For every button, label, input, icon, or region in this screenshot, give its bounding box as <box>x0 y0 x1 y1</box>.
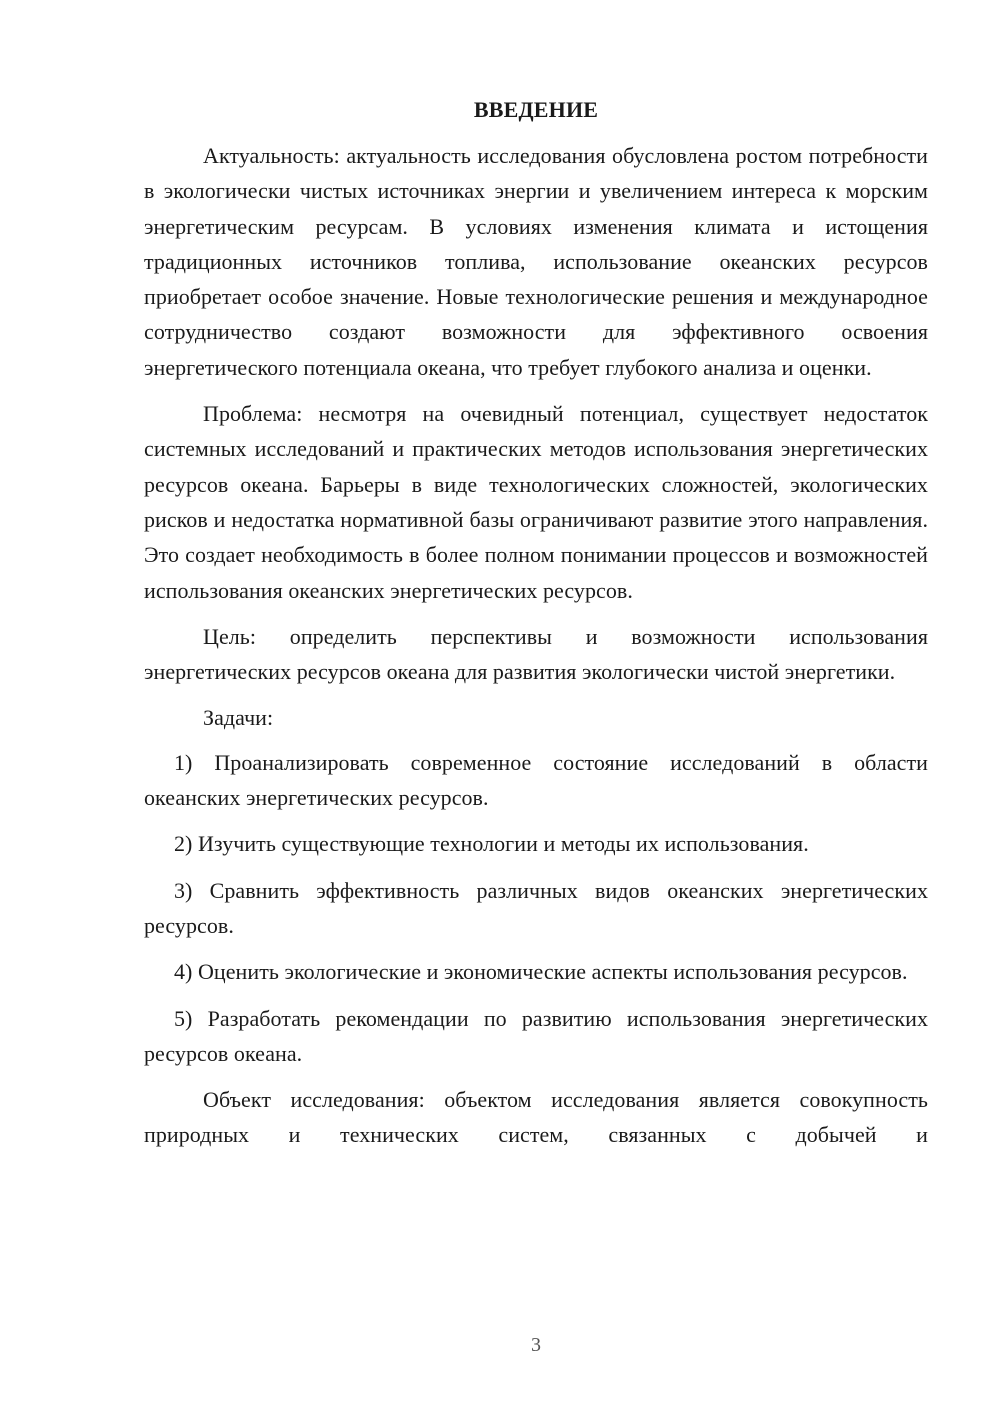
section-title: ВВЕДЕНИЕ <box>473 97 599 122</box>
task-item-3: 3) Сравнить эффективность различных видов океанских энергетических ресурсов. <box>144 877 928 938</box>
relevance-paragraph: Актуальность: актуальность исследования обусловлена ростом потребности в экологически чистых источниках энергии и увеличением интереса к морским энергетическим ресурсам. В условиях изменения климата и истощения традиционных источников топлива, использование океанских ресурсов приобретает особое значение. Новые технологические решения и международное сотрудничество создают возможности для эффективного освоения энергетического потенциала океана, что требует глубокого анализа и оценки. <box>144 143 928 380</box>
page-content <box>144 94 928 1164</box>
task-item-4: 4) Оценить экологические и экономические аспекты использования ресурсов. <box>174 959 908 985</box>
page-number: 3 <box>531 1334 541 1356</box>
task-item-2: 2) Изучить существующие технологии и методы их использования. <box>174 831 809 857</box>
problem-paragraph: Проблема: несмотря на очевидный потенциал, существует недостаток системных исследований и практических методов использования энергетических ресурсов океана. Барьеры в виде технологических сложностей, экологических рисков и недостатка нормативной базы ограничивают развитие этого направления. Это создает необходимость в более полном понимании процессов и возможностей использования океанских энергетических ресурсов. <box>144 401 928 603</box>
object-paragraph: Объект исследования: объектом исследования является совокупность природных и технических систем, связанных с добычей и <box>144 1087 928 1148</box>
goal-paragraph: Цель: определить перспективы и возможности использования энергетических ресурсов океана для развития экологически чистой энергетики. <box>144 623 928 685</box>
task-item-5: 5) Разработать рекомендации по развитию использования энергетических ресурсов океана. <box>144 1005 928 1066</box>
task-item-1: 1) Проанализировать современное состояние исследований в области океанских энергетических ресурсов. <box>144 749 928 811</box>
tasks-heading: Задачи: <box>203 705 274 731</box>
